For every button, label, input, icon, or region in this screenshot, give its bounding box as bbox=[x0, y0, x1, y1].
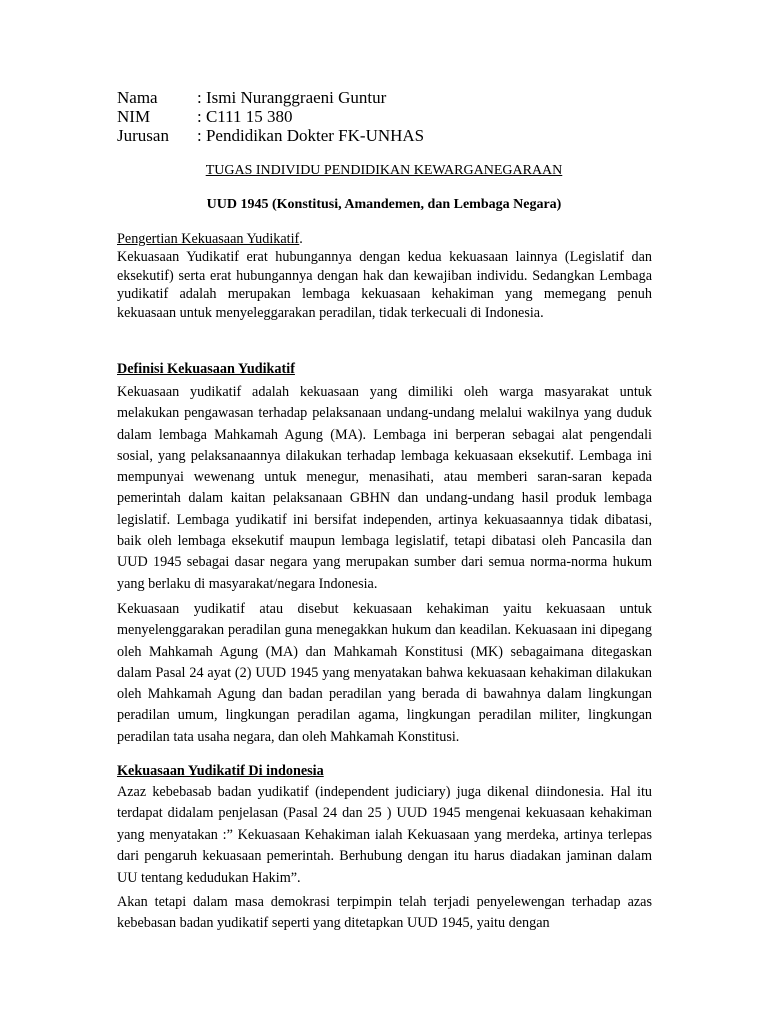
section-demokrasi bbox=[117, 892, 652, 935]
jurusan-value: : Pendidikan Dokter FK-UNHAS bbox=[197, 126, 425, 145]
paragraph: Kekuasaan Yudikatif erat hubungannya dengan kedua kekuasaan lainnya (Legislatif dan eksekutif) serta erat hubungannya dengan hak dan kewajiban individu. Sedangkan Lembaga yudikatif adalah merupakan lembaga kekuasaan kehakiman yang memegang penuh kekuasaan untuk menyeleggarakan peradilan, tidak terkecuali di Indonesia. bbox=[117, 249, 652, 321]
nim-value: : C111 15 380 bbox=[197, 107, 293, 126]
jurusan-row bbox=[117, 126, 424, 145]
section-heading: Definisi Kekuasaan Yudikatif bbox=[117, 361, 295, 377]
student-info bbox=[117, 88, 424, 145]
section-indonesia bbox=[117, 762, 652, 889]
paragraph: Kekuasaan yudikatif adalah kekuasaan yang dimiliki oleh warga masyarakat untuk melakukan pengawasan terhadap pelaksanaan undang-undang melalui wakilnya yang duduk dalam lembaga Mahkamah Agung (MA). Lembaga ini berperan sebagai alat pengendali sosial, yang pelaksanaannya dilakukan terhadap lembaga kekuasaan eksekutif. Lembaga ini mempunyai wewenang untuk menegur, menasihati, atau memberi saran-saran kepada pemerintah dalam kaitan pelaksanaan GBHN dan undang-undang hasil produk lembaga legislatif. Lembaga yudikatif ini bersifat independen, artinya kekuasaannya tidak dibatasi, baik oleh lembaga eksekutif maupun lembaga legislatif, tetapi dibatasi oleh Pancasila dan UUD 1945 sebagai dasar negara yang merupakan sumber dari semua norma-norma hukum yang berlaku di masyarakat/negara Indonesia. bbox=[117, 384, 652, 592]
section-heading: Kekuasaan Yudikatif Di indonesia bbox=[117, 763, 324, 779]
section-kehakiman bbox=[117, 599, 652, 748]
paragraph: Kekuasaan yudikatif atau disebut kekuasaan kehakiman yaitu kekuasaan untuk menyelenggarakan peradilan guna menegakkan hukum dan keadilan. Kekuasaan ini dipegang oleh Mahkamah Agung (MA) dan Mahkamah Konstitusi (MK) sebagaimana ditegaskan dalam Pasal 24 ayat (2) UUD 1945 yang menyatakan bahwa kekuasaan kehakiman dilakukan oleh Mahkamah Agung dan badan peradilan yang berada di bawahnya dalam lingkungan peradilan umum, lingkungan peradilan agama, lingkungan peradilan militer, lingkungan peradilan tata usaha negara, dan oleh Mahkamah Konstitusi. bbox=[117, 601, 652, 745]
section-heading-wrap bbox=[117, 230, 652, 248]
paragraph: Azaz kebebasab badan yudikatif (independent judiciary) juga dikenal diindonesia. Hal itu terdapat didalam penjelasan (Pasal 24 dan 25 ) UUD 1945 mengenai kekuasaan kehakiman yang menyatakan :” Kekuasaan Kehakiman ialah Kekuasaan yang merdeka, artinya terlepas dari pengaruh kekuasaan pemerintah. Berhubung dengan itu harus diadakan jaminan dalam UU tentang kedudukan Hakim”. bbox=[117, 784, 652, 886]
nama-label: Nama bbox=[117, 88, 158, 107]
nim-row bbox=[117, 107, 424, 126]
section-heading-wrap bbox=[117, 762, 652, 780]
paragraph: Akan tetapi dalam masa demokrasi terpimpin telah terjadi penyelewengan terhadap azas kebebasan badan yudikatif seperti yang ditetapkan UUD 1945, yaitu dengan bbox=[117, 894, 652, 932]
document-subtitle: UUD 1945 (Konstitusi, Amandemen, dan Lembaga Negara) bbox=[206, 197, 562, 212]
jurusan-label: Jurusan bbox=[117, 126, 169, 145]
document-title: TUGAS INDIVIDU PENDIDIKAN KEWARGANEGARAAN bbox=[205, 163, 563, 178]
section-definisi bbox=[117, 360, 652, 595]
section-pengertian bbox=[117, 230, 652, 322]
heading-period: . bbox=[299, 231, 303, 247]
section-heading-wrap bbox=[117, 360, 652, 378]
nim-label: NIM bbox=[117, 107, 151, 126]
nama-row bbox=[117, 88, 424, 107]
nama-value: : Ismi Nuranggraeni Guntur bbox=[197, 88, 387, 107]
section-heading: Pengertian Kekuasaan Yudikatif bbox=[117, 231, 300, 247]
